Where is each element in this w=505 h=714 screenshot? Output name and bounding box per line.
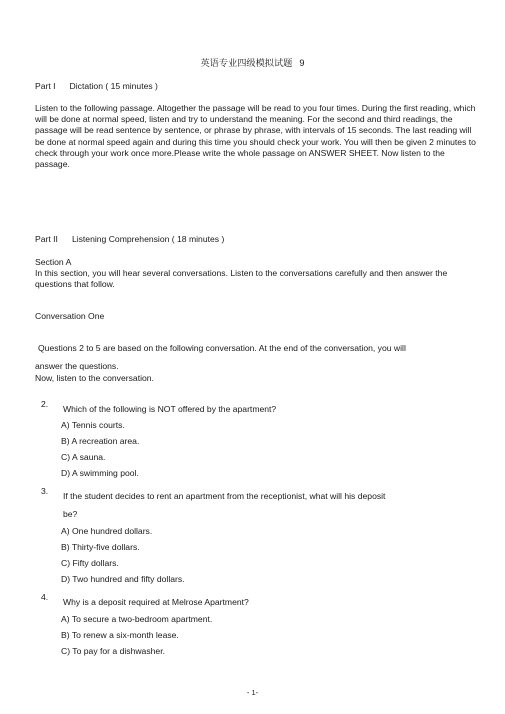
answer-option: B) Thirty-five dollars. xyxy=(61,542,140,552)
title-text: 英语专业四级模拟试题 xyxy=(200,58,293,68)
part1-label: Part I xyxy=(35,81,56,91)
conversation-intro-line3: Now, listen to the conversation. xyxy=(35,373,154,383)
answer-option: A) Tennis courts. xyxy=(61,420,125,430)
answer-option: D) A swimming pool. xyxy=(61,468,139,478)
question-number: 3. xyxy=(41,486,49,496)
question-number: 2. xyxy=(41,399,49,409)
part1-heading: Dictation ( 15 minutes ) xyxy=(69,81,158,91)
page-title xyxy=(0,55,505,69)
section-title: Section A xyxy=(35,257,72,267)
answer-option: B) To renew a six-month lease. xyxy=(61,630,179,640)
answer-option: D) Two hundred and fifty dollars. xyxy=(61,574,185,584)
question-text-line2: be? xyxy=(63,509,78,519)
question-text: Why is a deposit required at Melrose Apartment? xyxy=(63,597,249,607)
answer-option: C) Fifty dollars. xyxy=(61,558,119,568)
answer-option: A) To secure a two-bedroom apartment. xyxy=(61,614,213,624)
conversation-intro-line1: Questions 2 to 5 are based on the following conversation. At the end of the conversation, you will xyxy=(38,343,406,353)
section-instructions: In this section, you will hear several conversations. Listen to the conversations carefully and then answer the questions that follow. xyxy=(35,268,448,290)
answer-option: B) A recreation area. xyxy=(61,436,140,446)
answer-option: A) One hundred dollars. xyxy=(61,526,153,536)
part2-label: Part II xyxy=(35,234,58,244)
part1-header xyxy=(35,81,158,91)
answer-option: C) To pay for a dishwasher. xyxy=(61,646,165,656)
conversation-intro-line2: answer the questions. xyxy=(35,361,119,371)
question-text-line1: If the student decides to rent an apartment from the receptionist, what will his deposit xyxy=(63,491,386,501)
title-number: 9 xyxy=(299,58,305,68)
part2-header xyxy=(35,234,224,244)
conversation-title: Conversation One xyxy=(35,311,105,321)
question-number: 4. xyxy=(41,592,49,602)
part1-instructions: Listen to the following passage. Altogether the passage will be read to you four times. During the first reading, which will be done at normal speed, listen and try to understand the meaning. For the second and third readings, the passage will be read sentence by sentence, or phrase by phrase, with intervals of 15 seconds. The last reading will be done at normal speed again and during this time you should check your work. You will then be given 2 minutes to check through your work once more.Please write the whole passage on ANSWER SHEET. Now listen to the passage. xyxy=(35,103,476,170)
question-text: Which of the following is NOT offered by the apartment? xyxy=(63,404,277,414)
part2-heading: Listening Comprehension ( 18 minutes ) xyxy=(71,234,225,244)
answer-option: C) A sauna. xyxy=(61,452,106,462)
page-number: - 1- xyxy=(246,688,259,697)
